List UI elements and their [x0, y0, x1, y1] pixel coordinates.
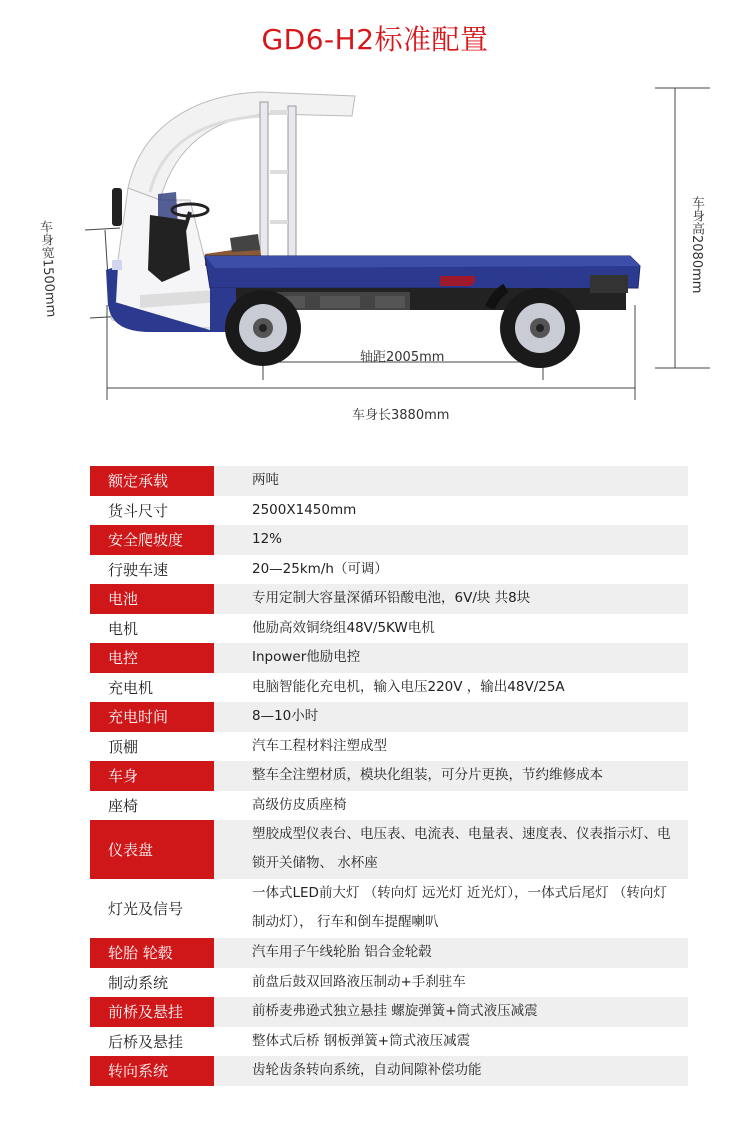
spec-row	[90, 466, 688, 496]
spec-label: 电控	[90, 643, 214, 673]
spec-label: 车身	[90, 761, 214, 791]
spec-row	[90, 1056, 688, 1086]
spec-row	[90, 643, 688, 673]
spec-value: 电脑智能化充电机，输入电压220V ，输出48V/25A	[214, 673, 688, 703]
spec-label: 座椅	[90, 791, 214, 821]
spec-value: 高级仿皮质座椅	[214, 791, 688, 821]
spec-row	[90, 702, 688, 732]
spec-row	[90, 968, 688, 998]
spec-row	[90, 761, 688, 791]
spec-label: 电机	[90, 614, 214, 644]
spec-value: 前盘后鼓双回路液压制动+手刹驻车	[214, 968, 688, 998]
spec-label: 后桥及悬挂	[90, 1027, 214, 1057]
spec-label: 顶棚	[90, 732, 214, 762]
spec-label: 货斗尺寸	[90, 496, 214, 526]
spec-label: 额定承载	[90, 466, 214, 496]
spec-value: 专用定制大容量深循环铅酸电池，6V/块 共8块	[214, 584, 688, 614]
dimension-wheelbase-label: 轴距2005mm	[360, 350, 445, 365]
spec-value: 整车全注塑材质，模块化组装，可分片更换，节约维修成本	[214, 761, 688, 791]
page-title: GD6-H2标准配置	[261, 23, 489, 56]
front-wheel	[225, 290, 301, 366]
spec-table	[90, 466, 688, 1086]
spec-label: 转向系统	[90, 1056, 214, 1086]
spec-value: 汽车工程材料注塑成型	[214, 732, 688, 762]
spec-label: 行驶车速	[90, 555, 214, 585]
vehicle-figure	[0, 70, 750, 440]
spec-row	[90, 584, 688, 614]
spec-label: 制动系统	[90, 968, 214, 998]
spec-label: 灯光及信号	[90, 879, 214, 938]
spec-label: 轮胎 轮毂	[90, 938, 214, 968]
spec-row	[90, 820, 688, 879]
spec-value: Inpower他励电控	[214, 643, 688, 673]
spec-row	[90, 496, 688, 526]
spec-row	[90, 997, 688, 1027]
spec-row	[90, 879, 688, 938]
spec-value: 12%	[214, 525, 688, 555]
dimension-width-label: 车身宽1500mm	[36, 219, 59, 318]
vehicle-illustration	[0, 70, 750, 440]
spec-label: 前桥及悬挂	[90, 997, 214, 1027]
spec-row	[90, 791, 688, 821]
spec-label: 仪表盘	[90, 820, 214, 879]
spec-value: 20—25km/h（可调）	[214, 555, 688, 585]
spec-value: 齿轮齿条转向系统，自动间隙补偿功能	[214, 1056, 688, 1086]
rear-wheel	[500, 288, 580, 368]
spec-row	[90, 555, 688, 585]
spec-value: 2500X1450mm	[214, 496, 688, 526]
spec-label: 充电时间	[90, 702, 214, 732]
spec-row	[90, 732, 688, 762]
spec-value: 一体式LED前大灯 （转向灯 远光灯 近光灯），一体式后尾灯 （转向灯 制动灯）， 行车和倒车提醒喇叭	[214, 879, 688, 938]
spec-value: 8—10小时	[214, 702, 688, 732]
spec-value: 两吨	[214, 466, 688, 496]
spec-label: 充电机	[90, 673, 214, 703]
dimension-length-label: 车身长3880mm	[352, 408, 450, 423]
spec-row	[90, 673, 688, 703]
spec-row	[90, 525, 688, 555]
spec-value: 塑胶成型仪表台、电压表、电流表、电量表、速度表、仪表指示灯、电锁开关储物、 水杯座	[214, 820, 688, 879]
spec-label: 电池	[90, 584, 214, 614]
spec-value: 汽车用子午线轮胎 铝合金轮毂	[214, 938, 688, 968]
spec-value: 前桥麦弗逊式独立悬挂 螺旋弹簧+筒式液压减震	[214, 997, 688, 1027]
dimension-height-label: 车身高2080mm	[689, 196, 704, 294]
spec-row	[90, 614, 688, 644]
spec-value: 整体式后桥 钢板弹簧+筒式液压减震	[214, 1027, 688, 1057]
spec-row	[90, 1027, 688, 1057]
spec-value: 他励高效铜绕组48V/5KW电机	[214, 614, 688, 644]
spec-row	[90, 938, 688, 968]
spec-label: 安全爬坡度	[90, 525, 214, 555]
